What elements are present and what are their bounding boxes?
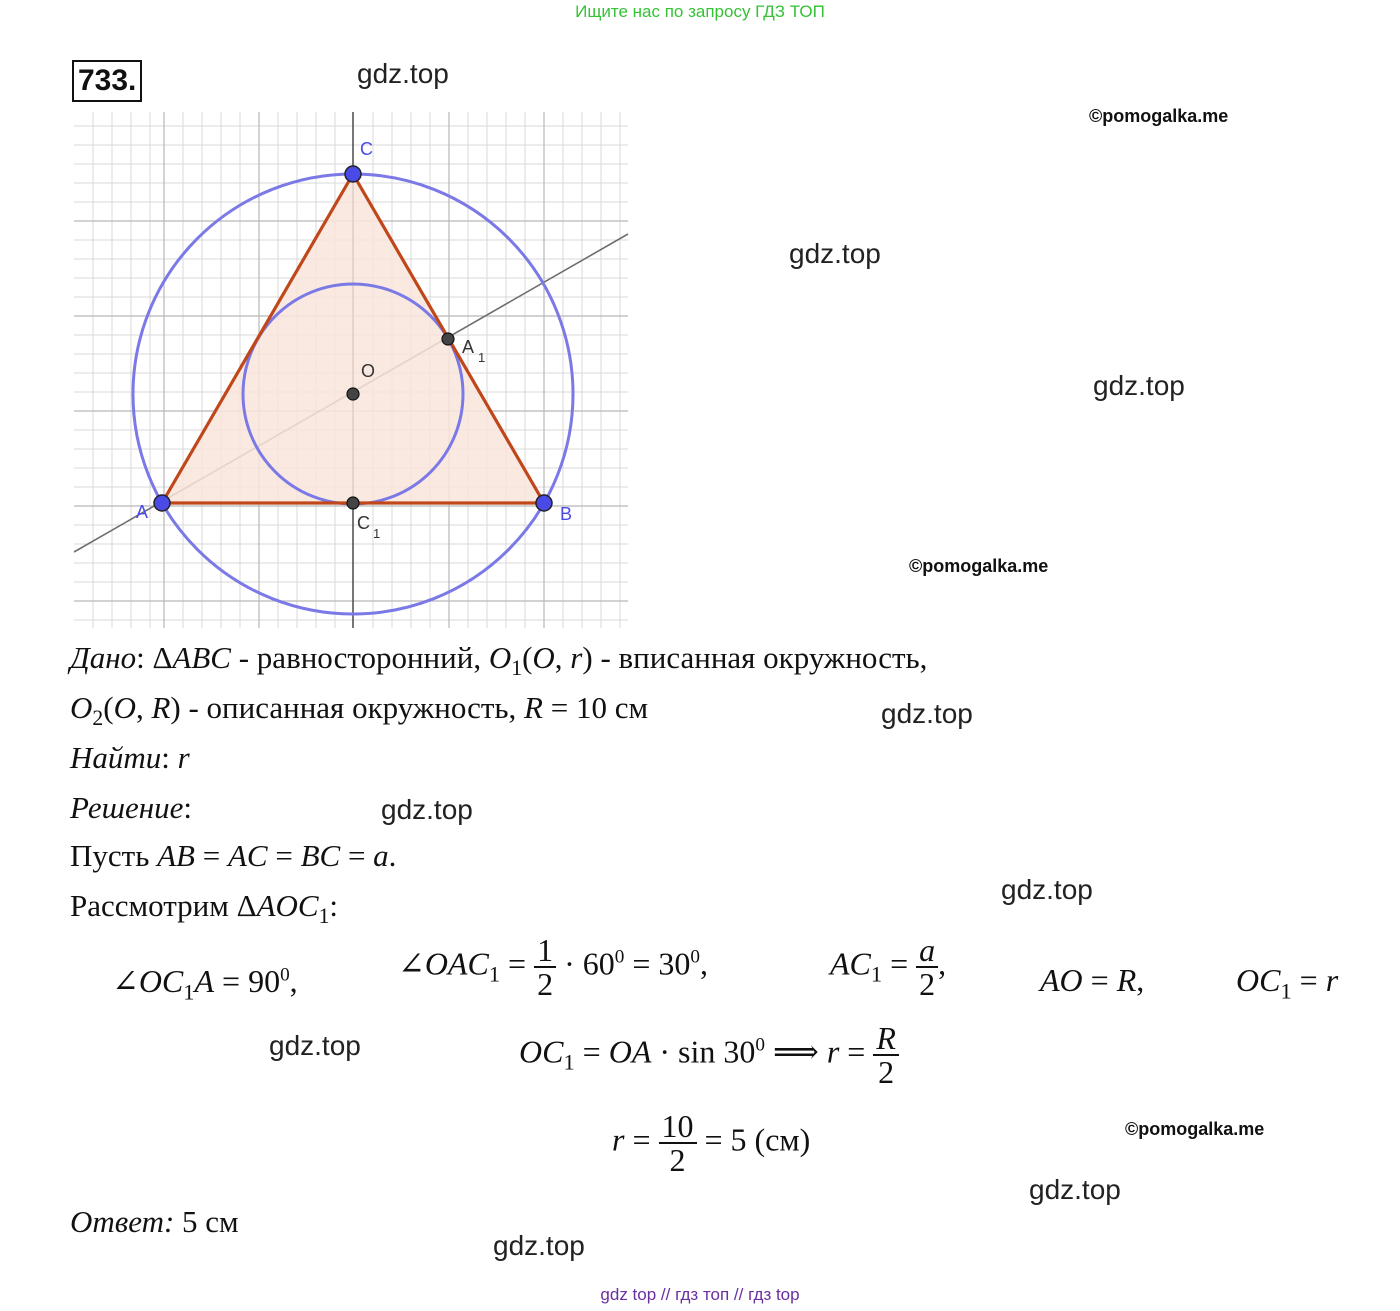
eq-oc1: $OC_1 = r$ [1236,962,1339,1004]
solution-label: Решение: [70,790,192,825]
copyright-mark: ©pomogalka.me [1125,1119,1265,1139]
eq-sin: $OC_1$ = OA · $\sin 30^0$ ⟹ r = $\frac{R}{2}$ [519,1022,899,1088]
watermark: gdz.top [381,794,473,825]
find-line: Найти: r [70,740,190,775]
footer-links: gdz top // гдз топ // гдз top [600,1285,800,1304]
copyright-mark: ©pomogalka.me [1089,106,1229,126]
watermark: gdz.top [269,1030,361,1061]
watermark: gdz.top [1001,874,1093,905]
label-a: A [136,502,149,522]
eq-ao: AO = R, [1040,962,1145,998]
point-a1 [442,333,454,345]
consider-line: Рассмотрим $\Delta AOC_1$: [70,888,339,929]
point-b [536,495,552,511]
answer-line: Ответ: 5 см [70,1204,239,1239]
label-a1: A [462,337,475,357]
point-a [154,495,170,511]
point-c [345,166,361,182]
eq-angle-oac1: $\angle OAC_1$ = $\frac{1}{2}$ · $60^0 = 30^0$, [398,932,708,1002]
label-c1-sub: 1 [373,526,381,541]
watermark: gdz.top [493,1230,585,1261]
geometry-figure [70,108,630,630]
watermark: gdz.top [881,698,973,729]
label-b: B [560,504,573,524]
point-o [347,388,359,400]
watermark: gdz.top [357,58,449,89]
let-line: Пусть AB = AC = BC = a. [70,838,397,873]
label-c1: C [357,513,370,533]
problem-number: 733. [72,60,142,102]
label-o: O [361,361,376,381]
watermark: gdz.top [1029,1174,1121,1205]
top-banner: Ищите нас по запросу ГДЗ ТОП [575,2,825,21]
given-line-2: $O_2(O$, R) - описанная окружность, R = 10 см [70,690,649,731]
label-a1-sub: 1 [478,350,486,365]
watermark: gdz.top [1093,370,1185,401]
label-c: C [360,139,373,159]
given-line-1: Дано: ΔABC - равносторонний, $O_1(O$, r) - вписанная окружность, [70,640,928,681]
copyright-mark: ©pomogalka.me [909,556,1049,576]
eq-ac1: $AC_1$ = $\frac{a}{2}$ , [830,932,947,1002]
point-c1 [347,497,359,509]
watermark: gdz.top [789,238,881,269]
eq-angle-oc1a: $\angle OC_1A = 90^0$, [112,963,298,1005]
eq-result: r = $\frac{10}{2}$ = 5 (см) [612,1108,811,1178]
